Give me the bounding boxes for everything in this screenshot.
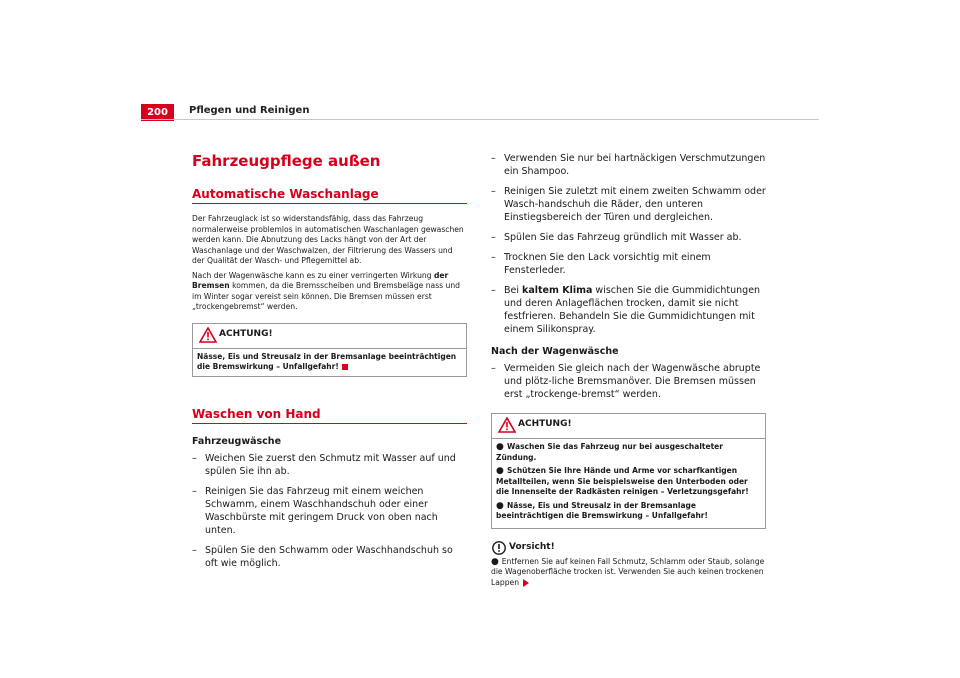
warning-body	[193, 349, 466, 376]
section-title-hand-wash: Waschen von Hand	[192, 407, 467, 424]
warning-item: ● Nässe, Eis und Streusalz in der Bremsanlage beeinträchtigen die Bremswirkung – Unfallgefahr!	[496, 500, 708, 520]
subheading-after-wash: Nach der Wagenwäsche	[491, 346, 619, 357]
list-item: – Weichen Sie zuerst den Schmutz mit Wasser auf und spülen Sie ihn ab.	[192, 452, 467, 478]
caution-icon	[491, 541, 507, 555]
header-rule	[141, 119, 819, 120]
list-item-part2: wischen Sie die Gummidichtungen und deren Anlageflächen trocken, damit sie nicht festfrieren. Behandeln Sie die Gummidichtungen mit einem Silikonspray.	[504, 285, 761, 335]
section-title-automatic-wash: Automatische Waschanlage	[192, 187, 467, 204]
paragraph-brakes	[192, 271, 467, 313]
subheading-car-wash: Fahrzeugwäsche	[192, 435, 282, 447]
end-mark-icon	[342, 364, 348, 370]
warning-title: ACHTUNG!	[518, 419, 572, 429]
warning-item-text: Waschen Sie das Fahrzeug nur bei ausgeschalteter Zündung.	[496, 442, 723, 462]
warning-box-washing	[491, 413, 766, 529]
running-header: Pflegen und Reinigen	[189, 105, 310, 116]
list-item	[491, 284, 766, 336]
list-item: – Reinigen Sie zuletzt mit einem zweiten Schwamm oder Wasch-handschuh die Räder, den unteren Einstiegsbereich der Türen und dergleichen.	[491, 185, 766, 224]
list-item: – Trocknen Sie den Lack vorsichtig mit einem Fensterleder.	[491, 251, 766, 277]
list-item: – Verwenden Sie nur bei hartnäckigen Verschmutzungen ein Shampoo.	[491, 152, 766, 178]
warning-title: ACHTUNG!	[219, 328, 273, 339]
right-column	[491, 152, 766, 592]
warning-item-text: Nässe, Eis und Streusalz in der Bremsanlage beeinträchtigen die Bremswirkung – Unfallgefahr!	[496, 500, 708, 520]
warning-item-text: Schützen Sie Ihre Hände und Arme vor scharfkantigen Metallteilen, wenn Sie beispielsweise den Unterboden oder die Innenseite der Radkästen reinigen – Verletzungsgefahr!	[496, 466, 749, 496]
paragraph-paint: Der Fahrzeuglack ist so widerstandsfähig, dass das Fahrzeug normalerweise problemlos in automatischen Waschanlagen gewaschen werden kann. Die Abnutzung des Lacks hängt von der Art der Waschanlage und der Waschwalzen, der Filtrierung des Wassers und der Qualität der Wasch- und Pflegemittel ab.	[192, 214, 464, 265]
warning-text: Nässe, Eis und Streusalz in der Bremsanlage beeinträchtigen die Bremswirkung – Unfallgefahr!	[197, 351, 457, 371]
list-item: – Spülen Sie das Fahrzeug gründlich mit Wasser ab.	[491, 231, 766, 244]
caution-text: ● Entfernen Sie auf keinen Fall Schmutz, Schlamm oder Staub, solange die Wagenoberfläche trocken ist. Verwenden Sie auch keinen trockenen Lappen	[491, 556, 765, 587]
chapter-title: Fahrzeugpflege außen	[192, 152, 381, 170]
caution-text-content: Entfernen Sie auf keinen Fall Schmutz, Schlamm oder Staub, solange die Wagenoberfläche trocken ist. Verwenden Sie auch keinen trockenen Lappen	[491, 556, 765, 587]
warning-triangle-icon	[498, 417, 516, 433]
list-item: – Spülen Sie den Schwamm oder Waschhandschuh so oft wie möglich.	[192, 544, 467, 570]
list-item: – Reinigen Sie das Fahrzeug mit einem weichen Schwamm, einem Waschhandschuh oder einer Waschbürste mit geringem Druck von oben nach unten.	[192, 485, 467, 537]
list-item-bold: kaltem Klima	[522, 285, 593, 296]
continue-arrow-icon	[523, 579, 529, 587]
warning-triangle-icon	[199, 327, 217, 343]
warning-body	[492, 439, 765, 528]
warning-box-brakes	[192, 323, 467, 377]
warning-item: ● Schützen Sie Ihre Hände und Arme vor scharfkantigen Metallteilen, wenn Sie beispielsweise den Unterboden oder die Innenseite der Radkästen reinigen – Verletzungsgefahr!	[496, 466, 749, 496]
paragraph-brakes-part2: kommen, da die Bremsscheiben und Bremsbeläge nass und im Winter sogar vereist sein können. Die Bremsen müssen erst „trockengebremst“ werden.	[192, 281, 460, 311]
warning-item: ● Waschen Sie das Fahrzeug nur bei ausgeschalteter Zündung.	[496, 442, 723, 462]
left-column	[192, 152, 467, 577]
warning-header	[193, 324, 466, 349]
caution-header	[491, 541, 766, 555]
paragraph-brakes-bold: der Bremsen	[192, 270, 449, 290]
caution-title: Vorsicht!	[509, 541, 555, 552]
list-item-part1: Bei	[504, 285, 523, 296]
page-number: 200	[141, 104, 174, 121]
warning-header	[492, 414, 765, 439]
paragraph-brakes-part1: Nach der Wagenwäsche kann es zu einer verringerten Wirkung	[192, 270, 434, 280]
list-item: – Vermeiden Sie gleich nach der Wagenwäsche abrupte und plötz-liche Bremsmanöver. Die Bremsen müssen erst „trockenge-bremst“ werden.	[491, 362, 766, 401]
